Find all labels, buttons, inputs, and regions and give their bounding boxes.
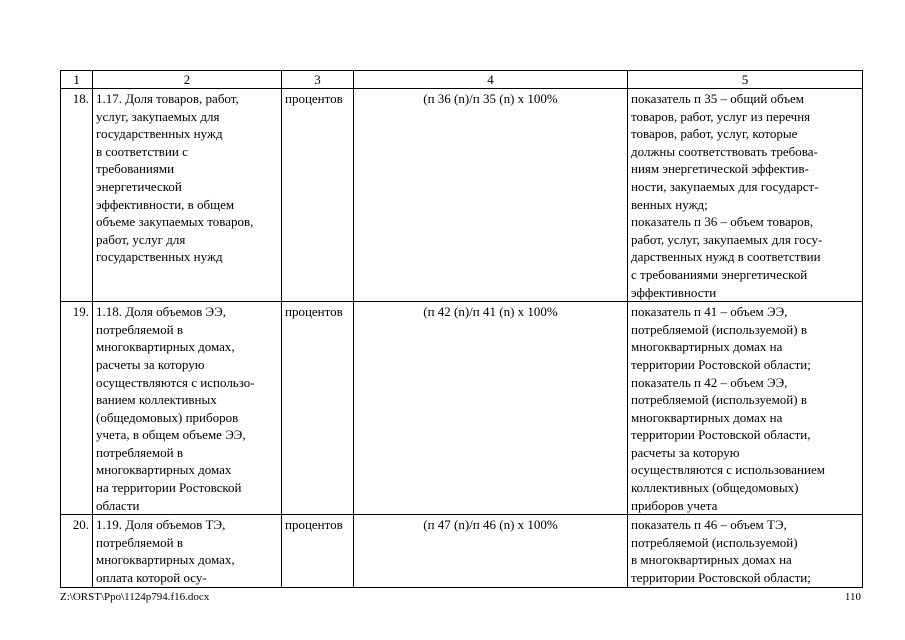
indicator-name-line: объеме закупаемых товаров, <box>96 214 254 230</box>
header-cell: 2 <box>93 71 282 89</box>
indicator-description-line: показатель п 41 – объем ЭЭ, <box>631 304 788 320</box>
calculation-formula: (п 47 (n)/п 46 (n) x 100% <box>354 515 628 587</box>
indicator-name-line: многоквартирных домах <box>96 462 232 478</box>
indicator-description-line: работ, услуг, закупаемых для госу- <box>631 231 823 247</box>
indicator-description-line: с требованиями энергетической <box>631 266 808 282</box>
unit-of-measure: процентов <box>282 302 354 515</box>
indicator-name-line: многоквартирных домах, <box>96 552 235 568</box>
indicator-description-line: расчеты за которую <box>631 444 740 460</box>
indicator-table <box>60 70 863 588</box>
calculation-formula: (п 42 (n)/п 41 (n) x 100% <box>354 302 628 515</box>
indicator-name-line: потребляемой в <box>96 444 183 460</box>
header-cell: 4 <box>354 71 628 89</box>
indicator-name-line: государственных нужд <box>96 249 223 265</box>
indicator-name-line: государственных нужд <box>96 126 223 142</box>
table-header-row <box>61 71 863 89</box>
unit-of-measure: процентов <box>282 89 354 302</box>
indicator-name-line: требованиями <box>96 161 175 177</box>
indicator-description-line: показатель п 46 – объем ТЭ, <box>631 517 787 533</box>
row-number: 19. <box>61 302 93 515</box>
indicator-name-line: 1.19. Доля объемов ТЭ, <box>96 517 226 533</box>
table-row <box>61 89 863 302</box>
indicator-description-line: товаров, работ, услуг, которые <box>631 126 798 142</box>
indicator-description-line: товаров, работ, услуг из перечня <box>631 108 811 124</box>
indicator-name-line: оплата которой осу- <box>96 570 207 586</box>
footer-page-number: 110 <box>844 591 861 603</box>
indicator-name-line: на территории Ростовской <box>96 480 242 496</box>
indicator-name <box>93 515 282 587</box>
row-number: 18. <box>61 89 93 302</box>
indicator-description <box>628 89 863 302</box>
indicator-name-line: (общедомовых) приборов <box>96 409 239 425</box>
indicator-description-line: ности, закупаемых для государст- <box>631 178 819 194</box>
indicator-name-line: потребляемой в <box>96 534 183 550</box>
indicator-name <box>93 302 282 515</box>
calculation-formula: (п 36 (n)/п 35 (n) x 100% <box>354 89 628 302</box>
indicator-name-line: 1.18. Доля объемов ЭЭ, <box>96 304 226 320</box>
indicator-description-line: венных нужд; <box>631 196 708 212</box>
indicator-description-line: многоквартирных домах на <box>631 409 783 425</box>
header-cell: 1 <box>61 71 93 89</box>
indicator-name-line: расчеты за которую <box>96 356 205 372</box>
indicator-name <box>93 89 282 302</box>
indicator-description-line: показатель п 36 – объем товаров, <box>631 214 814 230</box>
indicator-description-line: ниям энергетической эффектив- <box>631 161 809 177</box>
table-row <box>61 302 863 515</box>
indicator-description-line: осуществляются с использованием <box>631 462 825 478</box>
indicator-name-line: ванием коллективных <box>96 392 217 408</box>
unit-of-measure: процентов <box>282 515 354 587</box>
indicator-name-line: многоквартирных домах, <box>96 339 235 355</box>
indicator-name-line: услуг, закупаемых для <box>96 108 220 124</box>
indicator-description-line: территории Ростовской области; <box>631 356 811 372</box>
indicator-description-line: в многоквартирных домах на <box>631 552 792 568</box>
indicator-description-line: многоквартирных домах на <box>631 339 783 355</box>
indicator-description-line: потребляемой (используемой) в <box>631 392 807 408</box>
indicator-description <box>628 302 863 515</box>
indicator-description-line: территории Ростовской области; <box>631 570 811 586</box>
indicator-description-line: коллективных (общедомовых) <box>631 480 799 496</box>
indicator-description <box>628 515 863 587</box>
indicator-description-line: дарственных нужд в соответствии <box>631 249 821 265</box>
footer-file-path: Z:\ORST\Ppo\1124p794.f16.docx <box>60 591 210 603</box>
indicator-name-line: потребляемой в <box>96 321 183 337</box>
indicator-description-line: показатель п 35 – общий объем <box>631 91 805 106</box>
indicator-description-line: должны соответствовать требова- <box>631 143 818 159</box>
indicator-name-line: работ, услуг для <box>96 231 186 247</box>
indicator-description-line: территории Ростовской области, <box>631 427 811 443</box>
indicator-name-line: учета, в общем объеме ЭЭ, <box>96 427 246 443</box>
indicator-name-line: энергетической <box>96 178 182 194</box>
indicator-description-line: потребляемой (используемой) в <box>631 321 807 337</box>
table-row <box>61 515 863 587</box>
row-number: 20. <box>61 515 93 587</box>
indicator-name-line: осуществляются с использо- <box>96 374 255 390</box>
indicator-description-line: потребляемой (используемой) <box>631 534 798 550</box>
indicator-name-line: области <box>96 497 140 513</box>
indicator-description-line: эффективности <box>631 284 717 300</box>
indicator-name-line: в соответствии с <box>96 143 188 159</box>
indicator-description-line: показатель п 42 – объем ЭЭ, <box>631 374 788 390</box>
indicator-name-line: эффективности, в общем <box>96 196 235 212</box>
indicator-description-line: приборов учета <box>631 497 718 513</box>
indicator-name-line: 1.17. Доля товаров, работ, <box>96 91 239 106</box>
header-cell: 3 <box>282 71 354 89</box>
header-cell: 5 <box>628 71 863 89</box>
